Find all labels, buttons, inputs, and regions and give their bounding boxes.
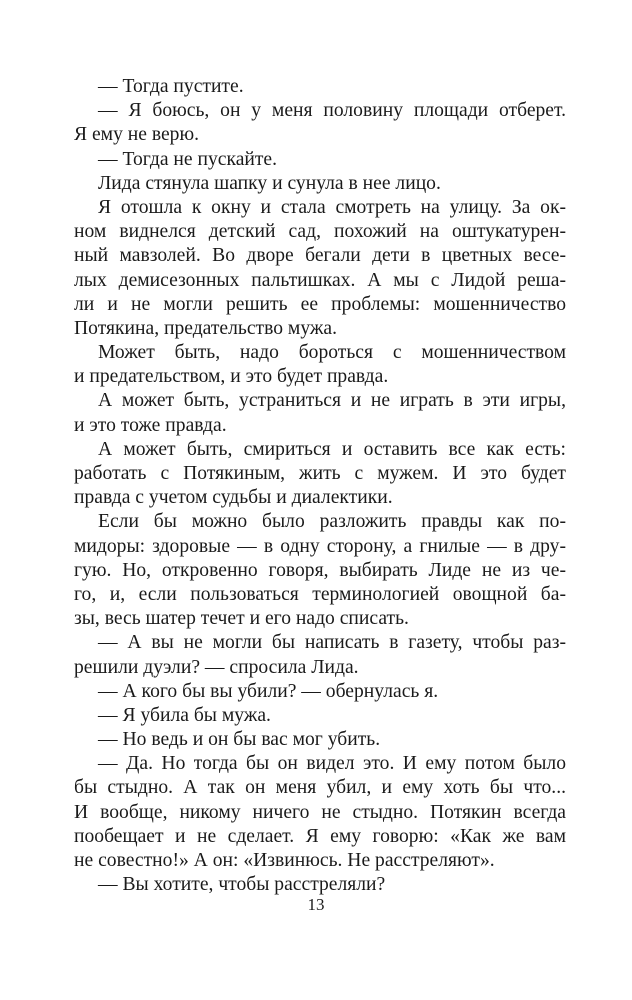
- text-line: Я ему не верю.: [74, 124, 200, 146]
- text-line: Я отошла к окну и стала смотреть на улицу. За ок-: [98, 196, 566, 218]
- paragraph: [74, 510, 566, 631]
- paragraph: [74, 148, 566, 172]
- paragraph: [74, 196, 566, 341]
- text-line: лых демисезонных пальтишках. А мы с Лидой реша-: [74, 269, 566, 291]
- paragraph: [74, 389, 566, 437]
- text-line: работать с Потякиным, жить с мужем. И это будет: [74, 463, 566, 484]
- paragraph: [74, 438, 566, 511]
- text-line: — А вы не могли бы написать в газету, чтобы раз-: [98, 632, 566, 654]
- text-line: ли и не могли решить ее проблемы: мошенничество: [74, 293, 566, 315]
- text-line: Лида стянула шапку и сунула в нее лицо.: [98, 172, 441, 194]
- text-line: и предательством, и это будет правда.: [74, 366, 389, 388]
- text-line: А может быть, смириться и оставить все как есть:: [98, 438, 566, 460]
- text-line: Может быть, надо бороться с мошенничеством: [98, 342, 566, 364]
- text-line: Потякина, предательство мужа.: [74, 317, 337, 339]
- text-line: — Да. Но тогда бы он видел это. И ему потом было: [98, 753, 566, 775]
- paragraph: [74, 75, 566, 99]
- text-line: не совестно!» А он: «Извинюсь. Не расстреляют».: [74, 850, 495, 871]
- paragraph: [74, 341, 566, 389]
- text-line: А может быть, устраниться и не играть в эти игры,: [98, 390, 566, 412]
- page-number: 13: [307, 895, 325, 914]
- text-line: правда с учетом судьбы и диалектики.: [74, 487, 393, 509]
- paragraph: [74, 728, 566, 752]
- paragraph: [74, 631, 566, 679]
- paragraph: [74, 172, 566, 196]
- text-line: решили дуэли? — спросила Лида.: [74, 656, 359, 678]
- text-line: — Тогда пустите.: [98, 76, 244, 97]
- text-line: — Тогда не пускайте.: [98, 148, 278, 170]
- text-line: — Я боюсь, он у меня половину площади отберет.: [98, 100, 566, 122]
- page-body: [74, 75, 566, 897]
- text-line: — Я убила бы мужа.: [98, 704, 271, 726]
- text-line: Если бы можно было разложить правды как по-: [98, 511, 566, 533]
- text-line: ном виднелся детский сад, похожий на оштукатурен-: [74, 221, 566, 243]
- text-line: и это тоже правда.: [74, 414, 227, 436]
- text-line: го, и, если пользоваться терминологией овощной ба-: [74, 583, 566, 605]
- text-line: гую. Но, откровенно говоря, выбирать Лиде не из че-: [74, 559, 566, 581]
- text-line: ный мавзолей. Во дворе бегали дети в цветных весе-: [74, 245, 566, 267]
- text-line: — Вы хотите, чтобы расстреляли?: [98, 874, 386, 896]
- paragraph: [74, 704, 566, 728]
- paragraph: [74, 873, 566, 897]
- text-line: пообещает и не сделает. Я ему говорю: «Как же вам: [74, 825, 566, 847]
- text-line: бы стыдно. А так он меня убил, и ему хоть бы что...: [74, 777, 566, 799]
- text-line: И вообще, никому ничего не стыдно. Потякин всегда: [74, 801, 566, 823]
- text-line: зы, весь шатер течет и его надо списать.: [74, 608, 409, 630]
- text-line: — А кого бы вы убили? — обернулась я.: [98, 680, 439, 702]
- paragraph: [74, 680, 566, 704]
- paragraph: [74, 99, 566, 147]
- text-line: мидоры: здоровые — в одну сторону, а гнилые — в дру-: [74, 535, 566, 557]
- text-line: — Но ведь и он бы вас мог убить.: [98, 729, 381, 751]
- paragraph: [74, 752, 566, 873]
